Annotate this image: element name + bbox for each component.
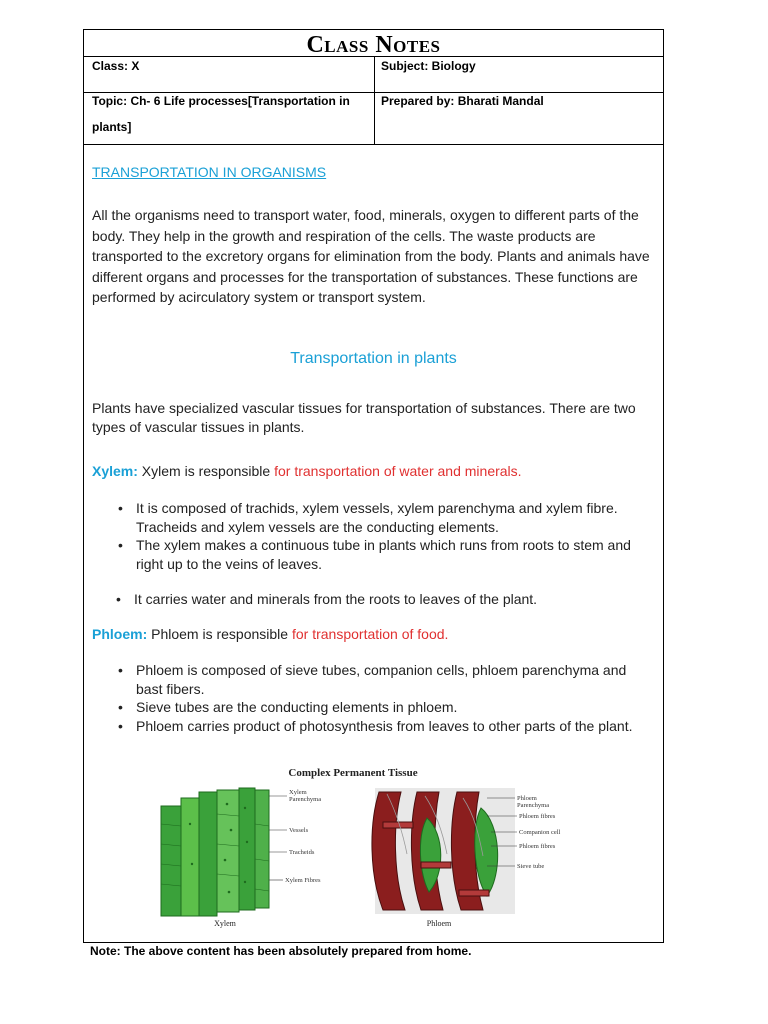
svg-text:Xylem Fibres: Xylem Fibres bbox=[285, 877, 321, 884]
footer-note: Note: The above content has been absolutely prepared from home. bbox=[90, 944, 472, 958]
xylem-highlight: for transportation of water and minerals bbox=[274, 463, 518, 479]
xylem-bullet-list-extra bbox=[112, 590, 660, 609]
topic-cell-line1: Topic: Ch- 6 Life processes[Transportation in bbox=[92, 94, 350, 108]
divider bbox=[374, 56, 375, 144]
xylem-caption: Xylem bbox=[214, 919, 236, 928]
list-item: • Phloem carries product of photosynthesis from leaves to other parts of the plant. bbox=[114, 717, 639, 736]
svg-text:Sieve tube: Sieve tube bbox=[517, 863, 545, 870]
phloem-highlight: for transportation of food bbox=[291, 626, 445, 642]
phloem-text: Phloem is responsible bbox=[147, 626, 292, 642]
xylem-illustration bbox=[161, 788, 269, 916]
class-cell: Class: X bbox=[92, 59, 140, 73]
phloem-illustration bbox=[372, 788, 515, 914]
svg-text:Tracheids: Tracheids bbox=[289, 849, 315, 856]
xylem-bullet-list bbox=[114, 499, 662, 573]
prepared-by-cell: Prepared by: Bharati Mandal bbox=[381, 94, 544, 108]
list-item: • It is composed of trachids, xylem vessels, xylem parenchyma and xylem fibre. Tracheids and xylem vessels are the conducting elements. bbox=[114, 499, 662, 536]
svg-text:Phloem fibres: Phloem fibres bbox=[519, 843, 556, 850]
svg-text:Companion cell: Companion cell bbox=[519, 829, 561, 836]
intro-paragraph: All the organisms need to transport water, food, minerals, oxygen to different parts of the body. They help in the growth and respiration of the cells. The waste products are transported to the excretory organs for elimination from the body. Plants and animals have different organs and processes for the transportation of substances. These functions are performed by acirculatory system or transport system. bbox=[92, 207, 650, 305]
svg-text:Phloem fibres: Phloem fibres bbox=[519, 813, 556, 820]
xylem-text: Xylem is responsible bbox=[137, 463, 275, 479]
diagram-title: Complex Permanent Tissue bbox=[288, 767, 418, 779]
phloem-line: Phloem: Phloem is responsible for transportation of food. bbox=[92, 626, 449, 642]
plants-paragraph: Plants have specialized vascular tissues for transportation of substances. There are two types of vascular tissues in plants. bbox=[92, 400, 636, 435]
svg-text:Phloem: Phloem bbox=[517, 795, 537, 802]
svg-text:Parenchyma: Parenchyma bbox=[289, 796, 322, 803]
section-heading: TRANSPORTATION IN ORGANISMS bbox=[92, 164, 327, 180]
plants-heading: Transportation in plants bbox=[290, 350, 457, 367]
divider bbox=[84, 144, 663, 145]
phloem-caption: Phloem bbox=[426, 919, 452, 928]
xylem-label: Xylem: bbox=[92, 463, 138, 479]
svg-text:Xylem: Xylem bbox=[289, 789, 307, 796]
page-title: Class Notes bbox=[306, 32, 441, 58]
svg-text:Vessels: Vessels bbox=[289, 827, 309, 834]
phloem-label: Phloem: bbox=[92, 626, 148, 642]
svg-text:Parenchyma: Parenchyma bbox=[517, 802, 550, 809]
complex-tissue-diagram bbox=[157, 764, 595, 930]
list-item: • Sieve tubes are the conducting elements in phloem. bbox=[114, 698, 639, 717]
xylem-labels bbox=[269, 789, 321, 884]
topic-cell-line2: plants] bbox=[92, 120, 132, 134]
xylem-line: Xylem: Xylem is responsible for transportation of water and minerals. bbox=[92, 463, 522, 479]
phloem-bullet-list bbox=[114, 661, 639, 735]
list-item: • It carries water and minerals from the roots to leaves of the plant. bbox=[112, 590, 660, 609]
subject-cell: Subject: Biology bbox=[381, 59, 476, 73]
list-item: • Phloem is composed of sieve tubes, companion cells, phloem parenchyma and bast fibers. bbox=[114, 661, 639, 698]
list-item: • The xylem makes a continuous tube in plants which runs from roots to stem and right up to the veins of leaves. bbox=[114, 536, 662, 573]
